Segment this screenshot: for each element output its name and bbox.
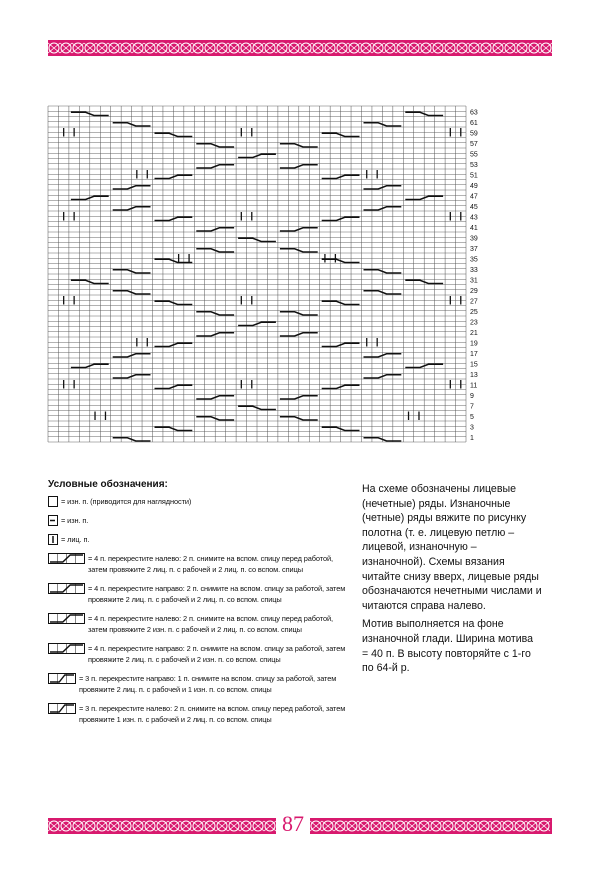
chart-symbols [64,112,461,441]
row-label: 43 [470,214,478,222]
cross-4-left-symbol-icon [48,553,85,564]
empty-cell-symbol-icon [48,496,58,507]
legend-item-text: = 4 п. перекрестите налево: 2 п. снимите на вспом. спицу перед работой, затем провяжите 2 лиц. п. с рабочей и 2 лиц. п. со вспом. спицы [88,554,333,574]
row-label: 57 [470,140,478,148]
row-label: 51 [470,172,478,180]
cross-4-right-symbol-icon [48,583,85,594]
chart-notes [362,482,542,680]
row-label: 49 [470,182,478,190]
row-label: 5 [470,413,474,421]
row-label: 63 [470,109,478,117]
row-label: 59 [470,130,478,138]
cross-4-right-purl-symbol-icon [48,643,85,654]
page-number: 87 [282,811,304,836]
row-label: 11 [470,382,478,390]
row-label: 7 [470,403,474,411]
legend-item [48,553,348,575]
legend-item-text: = 4 п. перекрестите направо: 2 п. снимите на вспом. спицу за работой, затем провяжите 2 лиц. п. с рабочей и 2 лиц. п. со вспом. спицы [88,584,346,604]
row-label: 25 [470,308,478,316]
legend-item-text: = 3 п. перекрестите направо: 1 п. снимите на вспом. спицу за работой, затем провяжите 2 лиц. п. с рабочей и 1 изн. п. со вспом. спицы [79,674,337,694]
row-label: 3 [470,424,474,432]
legend-item-text: = 3 п. перекрестите налево: 2 п. снимите на вспом. спицу перед работой, затем провяжите 1 изн. п. с рабочей и 2 лиц. п. со вспом. спицы [79,704,346,724]
notes-paragraph-1: На схеме обозначены лицевые (нечетные) ряды. Изнаночные (четные) ряды вяжите по рисунку полотна (т. е. лицевую петлю – лицевой, изнаночную – изнаночной). Схемы вязания читайте снизу вверх, лицевые ряды обозначаются нечетными числами и читаются справа налево. [362,483,542,612]
row-label: 39 [470,235,478,243]
legend-item-text: = лиц. п. [61,535,90,544]
knitting-chart [46,104,476,446]
row-label: 23 [470,319,478,327]
row-label: 13 [470,371,478,379]
row-label: 27 [470,298,478,306]
notes-paragraph-2: Мотив выполняется на фоне изнаночной глади. Ширина мотива = 40 п. В высоту повторяйте с 1-го по 64-й р. [362,618,534,675]
legend-item [48,703,348,725]
legend-item-text: = изн. п. [61,516,89,525]
row-label: 9 [470,392,474,400]
purl-dash-symbol-icon [48,515,58,526]
legend-title: Условные обозначения: [48,479,168,490]
row-label: 45 [470,203,478,211]
top-ornament-band [48,40,552,56]
row-label: 55 [470,151,478,159]
cross-4-left-purl-symbol-icon [48,613,85,624]
legend [48,479,348,733]
legend-item [48,515,348,526]
row-labels [470,109,478,442]
row-label: 47 [470,193,478,201]
row-label: 37 [470,245,478,253]
legend-item-text: = 4 п. перекрестите направо: 2 п. снимите на вспом. спицу за работой, затем провяжите 2 лиц. п. с рабочей и 2 изн. п. со вспом. спицы [88,644,346,664]
legend-item [48,496,348,507]
bottom-ornament-band-left [48,818,276,834]
row-label: 15 [470,361,478,369]
row-label: 35 [470,256,478,264]
legend-item [48,613,348,635]
row-label: 1 [470,434,474,442]
row-label: 29 [470,287,478,295]
legend-item [48,673,348,695]
row-label: 61 [470,119,478,127]
row-label: 41 [470,224,478,232]
row-label: 33 [470,266,478,274]
legend-item [48,643,348,665]
cross-3-right-symbol-icon [48,673,76,684]
legend-item [48,583,348,605]
row-label: 53 [470,161,478,169]
legend-item-text: = изн. п. (приводится для наглядности) [61,497,192,506]
bottom-ornament-band-right [310,818,552,834]
row-label: 21 [470,329,478,337]
row-label: 17 [470,350,478,358]
legend-item-text: = 4 п. перекрестите налево: 2 п. снимите на вспом. спицу перед работой, затем провяжите 2 изн. п. с рабочей и 2 лиц. п. со вспом. спицы [88,614,333,634]
row-label: 19 [470,340,478,348]
knit-bar-symbol-icon [48,534,58,545]
row-label: 31 [470,277,478,285]
cross-3-left-symbol-icon [48,703,76,714]
legend-item [48,534,348,545]
